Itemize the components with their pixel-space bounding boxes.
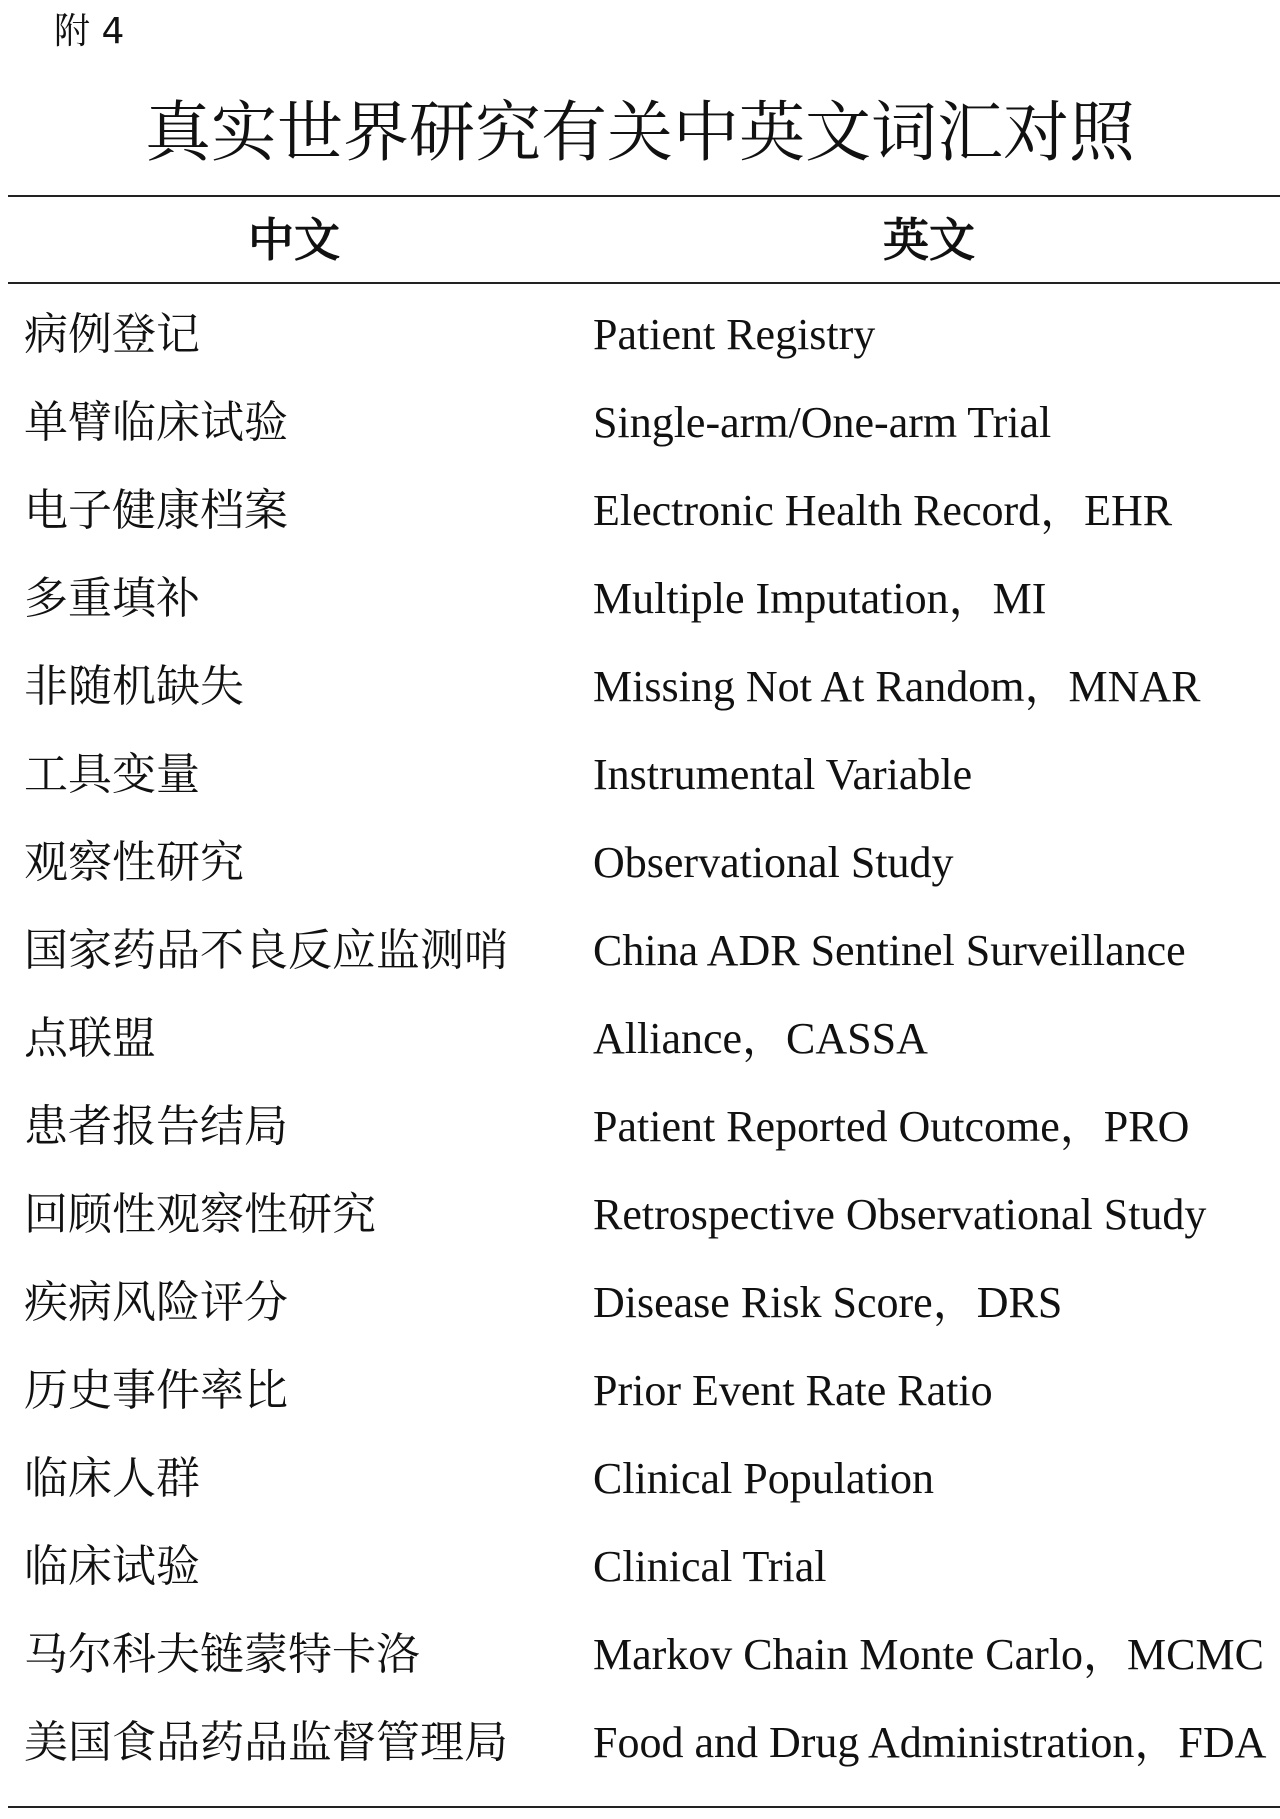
term-chinese: 美国食品药品监督管理局: [24, 1717, 508, 1768]
term-english: Food and Drug Administration，FDA: [593, 1718, 1267, 1767]
term-chinese: 观察性研究: [24, 837, 244, 888]
table-row: [0, 995, 1280, 1083]
term-english: Disease Risk Score，DRS: [593, 1278, 1063, 1327]
appendix-label: 附 4: [54, 11, 125, 52]
table-row: [0, 1611, 1280, 1699]
term-english: Prior Event Rate Ratio: [593, 1366, 993, 1415]
term-english: Markov Chain Monte Carlo，MCMC: [593, 1630, 1264, 1679]
table-header-row: [0, 198, 1280, 282]
term-chinese: 多重填补: [24, 573, 200, 624]
document-title: 真实世界研究有关中英文词汇对照: [145, 94, 1135, 171]
table-row: [0, 1435, 1280, 1523]
table-row: [0, 907, 1280, 995]
table-row: [0, 1347, 1280, 1435]
term-english: Observational Study: [593, 838, 954, 887]
table-row: [0, 643, 1280, 731]
term-english: Electronic Health Record，EHR: [593, 486, 1173, 535]
term-chinese: 工具变量: [24, 749, 200, 800]
term-chinese: 单臂临床试验: [24, 397, 288, 448]
table-row: [0, 1259, 1280, 1347]
term-chinese: 非随机缺失: [24, 661, 244, 712]
term-chinese: 国家药品不良反应监测哨: [24, 925, 508, 976]
header-english: 英文: [883, 213, 975, 267]
glossary-table-body: [0, 291, 1280, 1787]
term-chinese: 病例登记: [24, 309, 200, 360]
table-row: [0, 731, 1280, 819]
term-english: Multiple Imputation，MI: [593, 574, 1047, 623]
term-english: Instrumental Variable: [593, 750, 973, 799]
table-row: [0, 467, 1280, 555]
term-english: Patient Reported Outcome，PRO: [593, 1102, 1190, 1151]
table-bottom-rule: [8, 1806, 1280, 1808]
table-top-rule: [8, 195, 1280, 197]
table-row: [0, 1699, 1280, 1787]
header-chinese: 中文: [248, 213, 340, 267]
term-chinese: 历史事件率比: [24, 1365, 288, 1416]
term-english: Missing Not At Random，MNAR: [593, 662, 1201, 711]
table-header-rule: [8, 282, 1280, 284]
table-row: [0, 379, 1280, 467]
term-english: Clinical Trial: [593, 1542, 827, 1591]
table-row: [0, 1083, 1280, 1171]
term-english: Single-arm/One-arm Trial: [593, 398, 1052, 447]
term-chinese: 回顾性观察性研究: [24, 1189, 376, 1240]
term-chinese: 临床试验: [24, 1541, 200, 1592]
table-row: [0, 819, 1280, 907]
table-row: [0, 1171, 1280, 1259]
term-english: Retrospective Observational Study: [593, 1190, 1207, 1239]
table-row: [0, 1523, 1280, 1611]
term-english: Alliance，CASSA: [593, 1014, 928, 1063]
table-row: [0, 291, 1280, 379]
term-chinese: 马尔科夫链蒙特卡洛: [24, 1629, 420, 1680]
term-chinese: 电子健康档案: [24, 485, 288, 536]
table-row: [0, 555, 1280, 643]
term-chinese: 患者报告结局: [24, 1101, 288, 1152]
term-chinese: 临床人群: [24, 1453, 200, 1504]
term-chinese: 疾病风险评分: [24, 1277, 288, 1328]
term-english: Clinical Population: [593, 1454, 934, 1503]
term-chinese: 点联盟: [24, 1013, 156, 1064]
term-english: Patient Registry: [593, 310, 876, 359]
term-english: China ADR Sentinel Surveillance: [593, 926, 1186, 975]
